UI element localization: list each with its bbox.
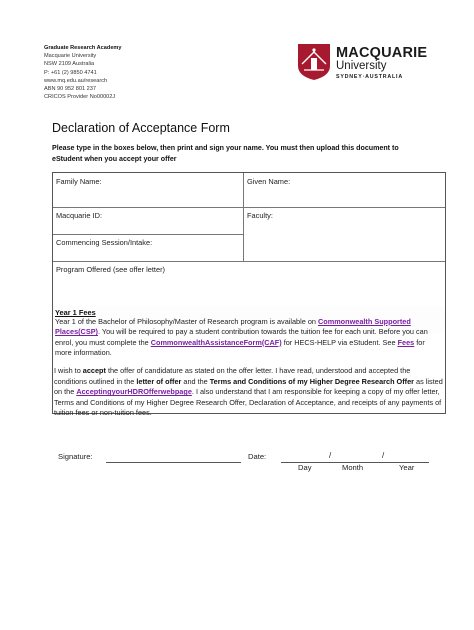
instructions: Please type in the boxes below, then print and sign your name. You must then upload this document to eStudent when you accept your offer bbox=[52, 144, 399, 163]
date-slash: / bbox=[329, 451, 332, 460]
date-label: Date: bbox=[248, 452, 267, 461]
day-label: Day bbox=[298, 463, 312, 472]
given-name-field[interactable]: Given Name: bbox=[247, 177, 291, 186]
caf-link[interactable]: CommonwealthAssistanceForm(CAF) bbox=[150, 337, 282, 347]
address-block bbox=[44, 44, 122, 101]
fees-link[interactable]: Fees bbox=[397, 337, 415, 347]
logo-university: University bbox=[336, 60, 387, 72]
accepting-offer-link[interactable]: AcceptingyourHDROfferwebpage bbox=[76, 387, 192, 397]
address-line: Macquarie University bbox=[44, 53, 97, 60]
fees-heading: Year 1 Fees bbox=[55, 308, 96, 317]
logo-wordmark: MACQUARIE bbox=[336, 45, 428, 61]
month-label: Month bbox=[342, 463, 364, 472]
macquarie-id-field[interactable]: Macquarie ID: bbox=[56, 211, 103, 220]
family-name-field[interactable]: Family Name: bbox=[56, 177, 102, 186]
date-slash: / bbox=[382, 451, 385, 460]
signature-label: Signature: bbox=[58, 452, 93, 461]
signature-line[interactable] bbox=[106, 462, 241, 463]
website-line: www.mq.edu.au/research bbox=[44, 77, 108, 84]
fees-section bbox=[53, 306, 445, 358]
csp-link[interactable]: Commonwealth Supported Places(CSP) bbox=[55, 317, 411, 337]
abn-line: ABN 90 952 801 237 bbox=[44, 86, 96, 93]
logo-location: SYDNEY·AUSTRALIA bbox=[336, 74, 403, 80]
cricos-line: CRICOS Provider No00002J bbox=[44, 94, 116, 101]
declaration-text: I wish to accept the offer of candidature as stated on the offer letter. I have read, understood and accepted the conditions outlined in the letter of offer and the Terms and Conditions of my Higher Degree Research Offer as listed on the AcceptingyourHDROfferwebpage. I also understand that I am responsible for keeping a copy of my offer letter, Terms and Conditions of my Higher Degree Research Offer, Declaration of Acceptance, and receipts of any payments of tuition fees or non-tuition fees. bbox=[54, 366, 443, 418]
commencing-session-field[interactable]: Commencing Session/Intake: bbox=[56, 238, 153, 247]
faculty-field[interactable]: Faculty: bbox=[247, 211, 273, 220]
year-label: Year bbox=[399, 463, 415, 472]
program-offered-field[interactable]: Program Offered (see offer letter) bbox=[56, 265, 165, 274]
page-title: Declaration of Acceptance Form bbox=[52, 121, 230, 135]
macquarie-logo bbox=[298, 44, 438, 84]
address-line: NSW 2109 Australia bbox=[44, 61, 95, 68]
phone-line: P: +61 (2) 9850 4741 bbox=[44, 69, 97, 76]
macquarie-shield-icon bbox=[298, 44, 330, 80]
fees-text: Year 1 of the Bachelor of Philosophy/Master of Research program is available on Commonwealth Supported Places(CSP). You will be required to pay a student contribution towards the tuition fee for each unit. Before you can enrol, you must complete the CommonwealthAssistanceForm(CAF) for HECS-HELP via eStudent. See Fees for more information. bbox=[55, 317, 428, 358]
org-name: Graduate Research Academy bbox=[44, 45, 122, 51]
